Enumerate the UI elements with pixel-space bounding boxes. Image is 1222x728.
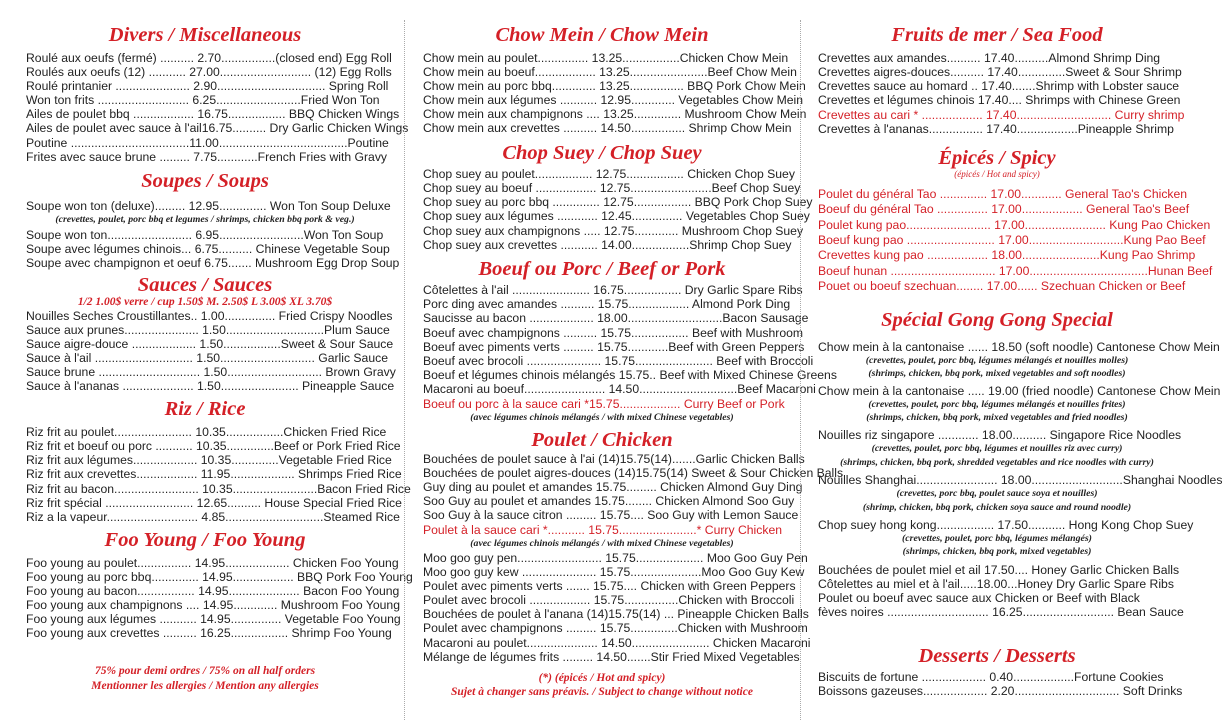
menu-item: Riz frit spécial .......................... 12.65.......... House Special Fried Rice (26, 496, 402, 510)
menu-item: Foo young aux champignons .... 14.95............. Mushroom Foo Young (26, 598, 400, 612)
menu-item: Boeuf avec piments verts ......... 15.75............Beef with Green Peppers (423, 340, 805, 354)
menu-item: Riz frit au bacon......................... 10.35.........................Bacon Fried Rice (26, 482, 411, 496)
menu-item: Côtelettes à l'ail ....................... 16.75................. Dry Garlic Spare Ribs (423, 283, 803, 297)
menu-note: (shrimps, chicken, bbq pork, mixed vegetables and fried noodles) (866, 412, 1128, 423)
menu-item: Foo young au porc bbq.............. 14.95.................. BBQ Pork Foo Young (26, 570, 413, 584)
section-heading: Poulet / Chicken (531, 429, 673, 451)
menu-item: Boeuf hunan ............................... 17.00...................................Hunan Beef (818, 264, 1213, 278)
section-heading: Desserts / Desserts (918, 645, 1076, 667)
menu-item: Roulé printanier ...................... 2.90................................ Spring Roll (26, 79, 389, 93)
menu-note: (crevettes, poulet, porc bbq, légumes mélangés) (902, 533, 1092, 544)
menu-note: (crevettes, poulet, porc bbq et legumes / shrimps, chicken bbq pork & veg.) (55, 214, 355, 225)
menu-item: Crevettes kung pao .................. 18.00.......................Kung Pao Shrimp (818, 248, 1196, 262)
menu-item: Foo young au poulet................ 14.95................... Chicken Foo Young (26, 556, 399, 570)
menu-item: Sauce à l'ananas ..................... 1.50....................... Pineapple Sauce (26, 379, 395, 393)
menu-item: Chow mein aux légumes ........... 12.95............. Vegetables Chow Mein (423, 93, 804, 107)
menu-item: Ailes de poulet avec sauce à l'ail16.75.......... Dry Garlic Chicken Wings (26, 121, 409, 135)
section-heading: Chop Suey / Chop Suey (502, 142, 702, 164)
menu-item: Frites avec sauce brune ......... 7.75............French Fries with Gravy (26, 150, 388, 164)
menu-item: Soupe avec champignon et oeuf 6.75....... Mushroom Egg Drop Soup (26, 256, 400, 270)
section-heading: Chow Mein / Chow Mein (495, 24, 709, 46)
section-heading: Boeuf ou Porc / Beef or Pork (478, 258, 726, 280)
menu-item: Crevettes et légumes chinois 17.40.... Shrimps with Chinese Green (818, 93, 1181, 107)
menu-item: Riz a la vapeur........................... 4.85.............................Steamed Rice (26, 510, 400, 524)
menu-column-2 (423, 0, 844, 728)
menu-item: Sauce à l'ail ............................. 1.50............................ Garlic Sauce (26, 351, 388, 365)
menu-item: Poulet à la sauce cari *........... 15.75.......................* Curry Chicken (423, 523, 783, 537)
menu-item: Poulet avec brocoli .................. 15.75................Chicken with Broccoli (423, 593, 795, 607)
menu-item: Bouchées de poulet aigres-douces (14)15.75(14) Sweet & Sour Chicken Balls (423, 466, 844, 480)
menu-item: Boeuf kung pao .......................... 17.00............................Kung Pao Beef (818, 233, 1206, 247)
menu-item: Bouchées de poulet sauce à l'ai (14)15.75(14).......Garlic Chicken Balls (423, 452, 805, 466)
menu-note: (crevettes, porc bbq, poulet sauce soya et nouilles) (896, 488, 1098, 499)
menu-item: Chow mein à la cantonaise ..... 19.00 (fried noodle) Cantonese Chow Mein (818, 384, 1221, 398)
menu-item: Chow mein au boeuf.................. 13.25.......................Beef Chow Mein (423, 65, 797, 79)
section-heading: Soupes / Soups (141, 170, 269, 192)
menu-item: Mélange de légumes frits ......... 14.50.......Stir Fried Mixed Vegetables (423, 650, 800, 664)
menu-item: Ailes de poulet bbq .................. 16.75................. BBQ Chicken Wings (26, 107, 400, 121)
menu-note: (shrimps, chicken, bbq pork, mixed vegetables) (902, 546, 1092, 557)
menu-item: Foo young au bacon................. 14.95..................... Bacon Foo Young (26, 584, 400, 598)
menu-item: Poulet avec piments verts ....... 15.75.... Chicken with Green Peppers (423, 579, 796, 593)
menu-item: Poulet avec champignons ......... 15.75..............Chicken with Mushroom (423, 621, 808, 635)
section-heading: Divers / Miscellaneous (108, 24, 302, 46)
menu-item: Chow mein au poulet............... 13.25.................Chicken Chow Mein (423, 51, 789, 65)
menu-item: Chop suey hong kong................. 17.50........... Hong Kong Chop Suey (818, 518, 1194, 532)
menu-item: Chow mein à la cantonaise ...... 18.50 (soft noodle) Cantonese Chow Mein (818, 340, 1220, 354)
menu-item: Chop suey aux crevettes ........... 14.00.................Shrimp Chop Suey (423, 238, 792, 252)
menu-note: (épicés / Hot and spicy) (954, 169, 1040, 179)
menu-item: fèves noires .............................. 16.25........................... Bean Sauce (818, 605, 1184, 619)
menu-item: Nouilles riz singapore ............ 18.00.......... Singapore Rice Noodles (818, 428, 1182, 442)
section-heading: Épicés / Spicy (938, 147, 1056, 169)
menu-item: Chop suey aux légumes ............ 12.45............... Vegetables Chop Suey (423, 209, 810, 223)
menu-item: Nouilles Shanghai........................ 18.00...........................Shanghai Noodles (818, 473, 1222, 487)
menu-note: (shrimp, chicken, bbq pork, chicken soya sauce and round noodle) (862, 502, 1132, 513)
menu-note: (crevettes, poulet, porc bbq, légumes et nouilles riz avec curry) (871, 443, 1123, 454)
menu-item: Soo Guy au poulet et amandes 15.75........ Chicken Almond Soo Guy (423, 494, 795, 508)
menu-item: Bouchées de poulet miel et ail 17.50.... Honey Garlic Chicken Balls (818, 563, 1180, 577)
menu-item: Guy ding au poulet et amandes 15.75......... Chicken Almond Guy Ding (423, 480, 803, 494)
menu-item: Boeuf avec brocoli ...................... 15.75....................... Beef with Broccoli (423, 354, 814, 368)
menu-item: Poulet kung pao......................... 17.00........................ Kung Pao Chicken (818, 218, 1211, 232)
menu-note: (avec légumes chinois mélangés / with mixed Chinese vegetables) (470, 538, 734, 549)
menu-item: Riz frit et boeuf ou porc ........... 10.35..............Beef or Pork Fried Rice (26, 439, 401, 453)
menu-item: Soupe won ton......................... 6.95.........................Won Ton Soup (26, 228, 384, 242)
menu-item: Boeuf ou porc à la sauce cari *15.75.................. Curry Beef or Pork (423, 397, 785, 411)
menu-item: Boeuf et légumes chinois mélangés 15.75.. Beef with Mixed Chinese Greens (423, 368, 837, 382)
menu-item: Chop suey aux champignons ..... 12.75............. Mushroom Chop Suey (423, 224, 804, 238)
menu-item: Crevettes sauce au homard .. 17.40.......Shrimp with Lobster sauce (818, 79, 1180, 93)
menu-item: Chow mein aux champignons .... 13.25.............. Mushroom Chow Mein (423, 107, 807, 121)
menu-item: Saucisse au bacon ................... 18.00............................Bacon Sausage (423, 311, 809, 325)
menu-item: Sauce aigre-douce ................... 1.50.................Sweet & Sour Sauce (26, 337, 394, 351)
menu-column-3 (818, 0, 1222, 728)
menu-item: Pouet ou boeuf szechuan........ 17.00...... Szechuan Chicken or Beef (818, 279, 1186, 293)
column-divider (404, 20, 405, 720)
menu-item: Chop suey au porc bbq .............. 12.75................. BBQ Pork Chop Suey (423, 195, 813, 209)
menu-item: Roulés aux oeufs (12) ........... 27.00........................... (12) Egg Rolls (26, 65, 392, 79)
column-divider (800, 20, 801, 720)
menu-item: Chow mein au porc bbq............. 13.25................ BBQ Pork Chow Mein (423, 79, 806, 93)
menu-note: (crevettes, poulet, porc bbq, légumes mélangés et nouilles molles) (865, 355, 1129, 366)
section-heading: Fruits de mer / Sea Food (891, 24, 1103, 46)
menu-item: Bouchées de poulet à l'anana (14)15.75(14) ... Pineapple Chicken Balls (423, 607, 809, 621)
menu-item: Poulet ou boeuf avec sauce aux Chicken or Beef with Black (818, 591, 1140, 605)
menu-item: Soupe avec légumes chinois... 6.75.......... Chinese Vegetable Soup (26, 242, 390, 256)
menu-item: Macaroni au poulet..................... 14.50....................... Chicken Macaroni (423, 636, 811, 650)
menu-note: (avec légumes chinois mélangés / with mixed Chinese vegetables) (470, 412, 734, 423)
menu-note: (shrimps, chicken, bbq pork, shredded vegetables and rice noodles with curry) (840, 457, 1154, 468)
menu-item: Moo goo guy kew ...................... 15.75.....................Moo Goo Guy Kew (423, 565, 805, 579)
menu-note: 75% pour demi ordres / 75% on all half orders (94, 665, 316, 677)
menu-item: Crevettes aux amandes.......... 17.40..........Almond Shrimp Ding (818, 51, 1161, 65)
menu-item: Crevettes à l'ananas................ 17.40..................Pineapple Shrimp (818, 122, 1174, 136)
menu-note: Mentionner les allergies / Mention any allergies (91, 680, 319, 692)
menu-item: Boeuf avec champignons .......... 15.75................. Beef with Mushroom (423, 326, 804, 340)
menu-item: Riz frit aux légumes................... 10.35..............Vegetable Fried Rice (26, 453, 392, 467)
menu-item: Sauce aux prunes...................... 1.50.............................Plum Sauce (26, 323, 390, 337)
menu-item: Foo young aux légumes ........... 14.95............... Vegetable Foo Young (26, 612, 401, 626)
menu-item: Chop suey au boeuf .................. 12.75........................Beef Chop Suey (423, 181, 801, 195)
menu-item: Crevettes aigres-douces.......... 17.40..............Sweet & Sour Shrimp (818, 65, 1182, 79)
menu-item: Biscuits de fortune ................... 0.40..................Fortune Cookies (818, 670, 1164, 684)
menu-note: (crevettes, poulet, porc bbq, légumes mélangés et nouilles frites) (868, 399, 1126, 410)
menu-item: Poutine ...................................11.00......................................Poutine (26, 136, 389, 150)
menu-item: Foo young aux crevettes .......... 16.25................. Shrimp Foo Young (26, 626, 392, 640)
menu-item: Riz frit aux crevettes.................. 11.95................... Shrimps Fried Rice (26, 467, 402, 481)
menu-note: (shrimps, chicken, bbq pork, mixed vegetables and soft noodles) (868, 368, 1126, 379)
menu-item: Boissons gazeuses................... 2.20............................... Soft Drinks (818, 684, 1183, 698)
menu-column-1 (26, 0, 413, 728)
menu-item: Porc ding avec amandes .......... 15.75.................. Almond Pork Ding (423, 297, 791, 311)
menu-note: 1/2 1.00$ verre / cup 1.50$ M. 2.50$ L 3.00$ XL 3.70$ (77, 296, 333, 308)
menu-item: Boeuf du général Tao ............... 17.00.................. General Tao's Beef (818, 202, 1190, 216)
menu-item: Sauce brune .............................. 1.50............................ Brown Gravy (26, 365, 396, 379)
menu-item: Soupe won ton (deluxe)......... 12.95.............. Won Ton Soup Deluxe (26, 199, 391, 213)
section-heading: Riz / Rice (164, 398, 246, 420)
menu-item: Soo Guy à la sauce citron ......... 15.75.... Soo Guy with Lemon Sauce (423, 508, 799, 522)
menu-item: Roulé aux oeufs (fermé) .......... 2.70................(closed end) Egg Roll (26, 51, 392, 65)
menu-item: Macaroni au boeuf........................ 14.50.............................Beef Macaroni (423, 382, 816, 396)
menu-item: Poulet du général Tao .............. 17.00............ General Tao's Chicken (818, 187, 1188, 201)
menu-item: Côtelettes au miel et à l'ail.....18.00...Honey Dry Garlic Spare Ribs (818, 577, 1174, 591)
section-heading: Spécial Gong Gong Special (881, 309, 1113, 331)
menu-item: Riz frit au poulet....................... 10.35.................Chicken Fried Rice (26, 425, 387, 439)
menu-note: Sujet à changer sans préavis. / Subject to change without notice (451, 686, 753, 698)
section-heading: Foo Young / Foo Young (104, 529, 306, 551)
menu-item: Nouilles Seches Croustillantes.. 1.00............... Fried Crispy Noodles (26, 309, 393, 323)
section-heading: Sauces / Sauces (137, 274, 273, 296)
menu-note: (*) (épicés / Hot and spicy) (538, 672, 666, 684)
menu-item: Won ton frits ........................... 6.25.........................Fried Won Ton (26, 93, 380, 107)
menu-item: Crevettes au cari * .................. 17.40............................ Curry shrimp (818, 108, 1185, 122)
menu-item: Chop suey au poulet................. 12.75................. Chicken Chop Suey (423, 167, 795, 181)
menu-item: Moo goo guy pen......................... 15.75.................... Moo Goo Guy Pen (423, 551, 808, 565)
menu-item: Chow mein aux crevettes .......... 14.50................ Shrimp Chow Mein (423, 121, 792, 135)
